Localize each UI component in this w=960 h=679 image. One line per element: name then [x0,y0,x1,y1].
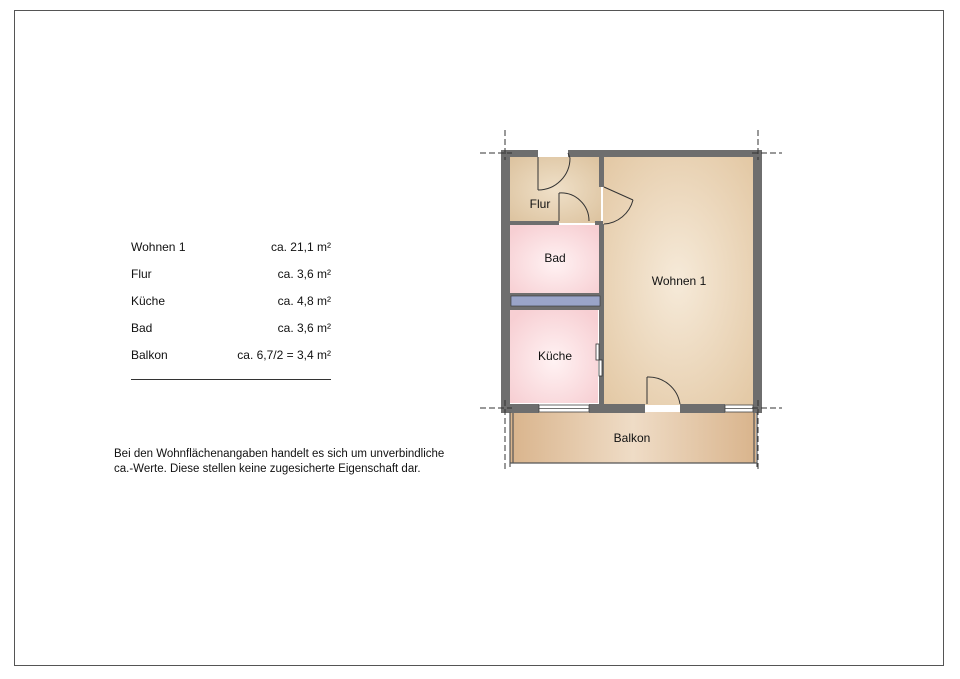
room-fill-flur [509,157,601,223]
plan-label-wohnen: Wohnen 1 [651,274,707,288]
plan-label-kueche: Küche [537,349,573,363]
plan-label-bad: Bad [544,251,566,265]
window-band [511,296,600,306]
area-room-name: Balkon [131,348,168,362]
disclaimer-line: Bei den Wohnflächenangaben handelt es sich um unverbindliche [114,448,445,460]
area-room-name: Wohnen 1 [131,240,186,254]
plan-label-balkon: Balkon [613,431,651,445]
plan-label-flur: Flur [529,197,551,211]
area-room-size: ca. 3,6 m² [277,267,331,281]
area-room-name: Flur [131,267,152,281]
area-room-name: Bad [131,321,153,335]
area-room-size: ca. 21,1 m² [270,240,331,254]
area-room-name: Küche [131,294,166,308]
area-room-size: ca. 4,8 m² [277,294,331,308]
area-room-size: ca. 3,6 m² [277,321,331,335]
disclaimer-line: ca.-Werte. Diese stellen keine zugesicherte Eigenschaft dar. [114,463,421,475]
area-room-size: ca. 6,7/2 = 3,4 m² [237,348,331,362]
